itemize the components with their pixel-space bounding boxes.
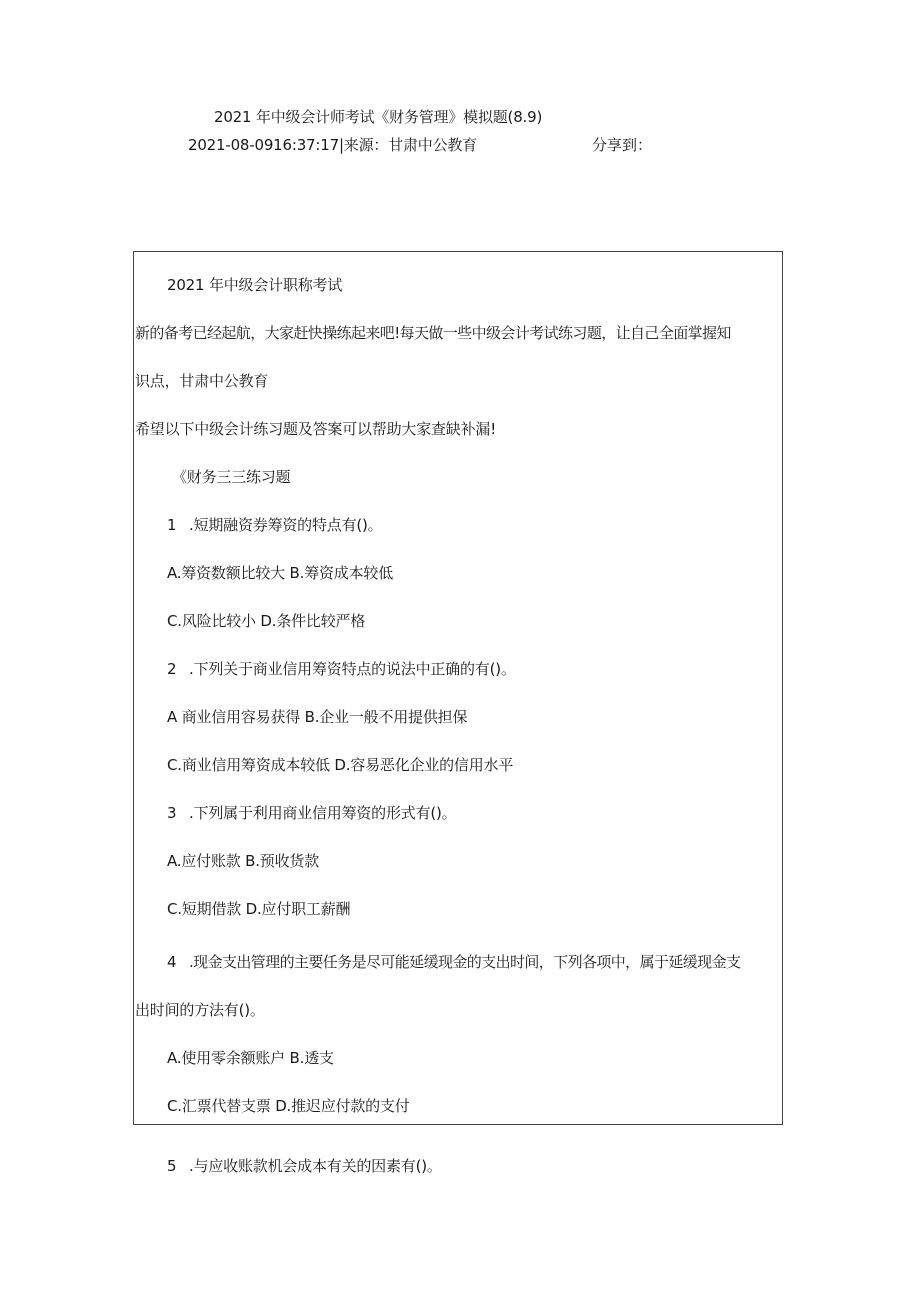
question-2-options-cd: C.商业信用筹资成本较低 D.容易恶化企业的信用水平: [167, 756, 514, 774]
intro-line-1: 新的备考已经起航，大家赶快操练起来吧!每天做一些中级会计考试练习题，让自己全面掌握知: [135, 324, 731, 342]
question-5: [167, 1156, 442, 1176]
question-number: 3: [167, 804, 177, 822]
question-number: 5: [167, 1157, 177, 1175]
question-4-continuation: 出时间的方法有()。: [135, 1001, 265, 1019]
question-text: .下列关于商业信用筹资特点的说法中正确的有()。: [189, 660, 516, 678]
page-title: 2021 年中级会计师考试《财务管理》模拟题(8.9): [214, 108, 543, 126]
question-4-options-ab: A.使用零余额账户 B.透支: [167, 1049, 334, 1067]
question-3-options-cd: C.短期借款 D.应付职工薪酬: [167, 900, 351, 918]
article-meta: 2021-08-0916:37:17|来源：甘肃中公教育: [188, 136, 477, 154]
intro-line-2: 识点，甘肃中公教育: [135, 372, 269, 390]
question-text: .短期融资券筹资的特点有()。: [189, 516, 383, 534]
question-text: .下列属于利用商业信用筹资的形式有()。: [189, 804, 457, 822]
question-number: 2: [167, 660, 177, 678]
question-text: .与应收账款机会成本有关的因素有()。: [189, 1157, 442, 1175]
question-3: [167, 803, 456, 823]
question-number: 1: [167, 516, 177, 534]
question-4-options-cd: C.汇票代替支票 D.推迟应付款的支付: [167, 1097, 410, 1115]
question-2-options-ab: A 商业信用容易获得 B.企业一般不用提供担保: [167, 708, 468, 726]
exam-heading: 2021 年中级会计职称考试: [167, 276, 343, 294]
question-2: [167, 659, 516, 679]
question-4: [167, 952, 740, 972]
question-1-options-cd: C.风险比较小 D.条件比较严格: [167, 612, 366, 630]
question-number: 4: [167, 953, 176, 971]
intro-line-3: 希望以下中级会计练习题及答案可以帮助大家查缺补漏!: [135, 420, 497, 438]
section-title: 《财务三三练习题: [172, 468, 291, 486]
question-1-options-ab: A.筹资数额比较大 B.筹资成本较低: [167, 564, 393, 582]
question-3-options-ab: A.应付账款 B.预收货款: [167, 852, 319, 870]
share-label[interactable]: 分享到：: [592, 136, 653, 154]
question-text: .现金支出管理的主要任务是尽可能延缓现金的支出时间，下列各项中，属于延缓现金支: [189, 953, 741, 971]
question-1: [167, 515, 382, 535]
